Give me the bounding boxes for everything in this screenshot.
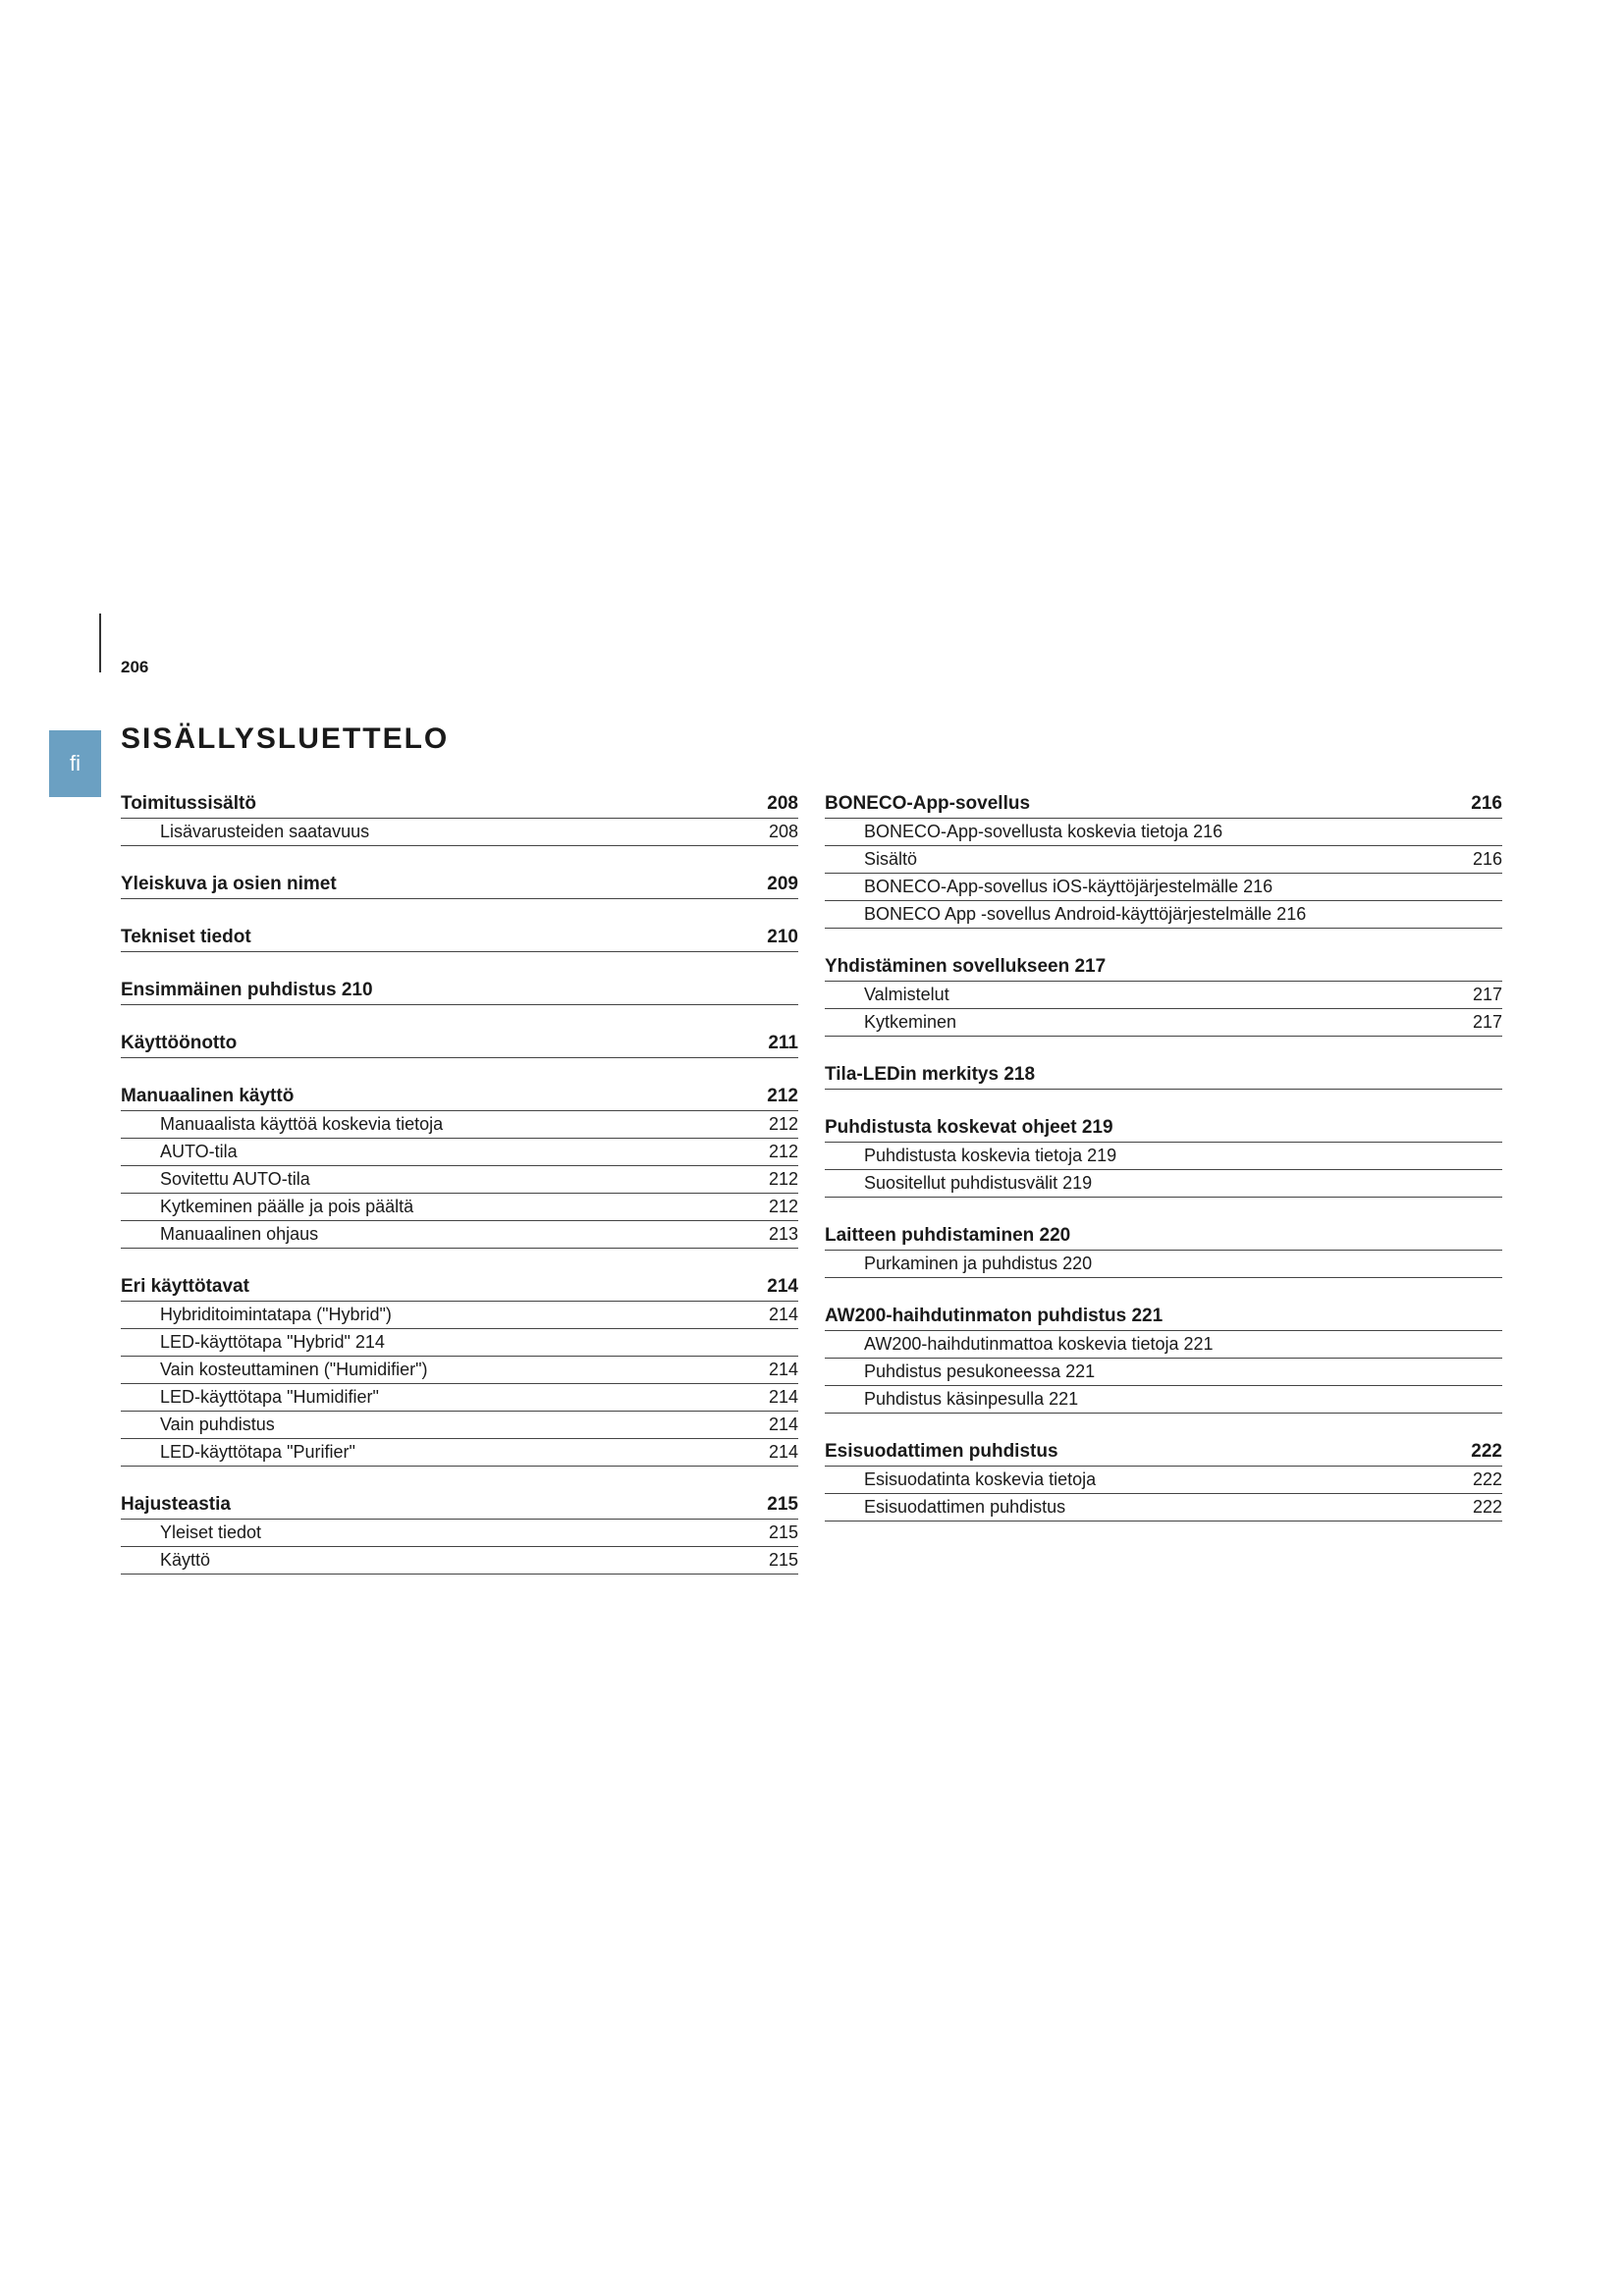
toc-section bbox=[121, 1490, 798, 1575]
toc-heading-label: Laitteen puhdistaminen 220 bbox=[825, 1225, 1071, 1246]
toc-section bbox=[825, 1437, 1502, 1522]
toc-section bbox=[825, 789, 1502, 929]
toc-entry-label: LED-käyttötapa "Humidifier" bbox=[160, 1387, 379, 1407]
toc-heading-label: AW200-haihdutinmaton puhdistus 221 bbox=[825, 1306, 1164, 1326]
toc-entry-label: Puhdistus käsinpesulla 221 bbox=[864, 1389, 1079, 1409]
toc-heading[interactable] bbox=[121, 923, 798, 952]
toc-heading[interactable] bbox=[825, 1113, 1502, 1143]
toc-entry-page: 214 bbox=[768, 1442, 798, 1462]
toc-heading-label: Toimitussisältö bbox=[121, 793, 256, 814]
toc-heading[interactable] bbox=[121, 1082, 798, 1111]
toc-heading-label: Esisuodattimen puhdistus bbox=[825, 1441, 1058, 1462]
toc-section bbox=[121, 789, 798, 846]
toc-entry-label: Hybriditoimintatapa ("Hybrid") bbox=[160, 1305, 392, 1324]
toc-entry-label: Valmistelut bbox=[864, 985, 949, 1004]
toc-entry[interactable] bbox=[121, 1520, 798, 1547]
toc-entry[interactable] bbox=[121, 1357, 798, 1384]
toc-entry-page: 214 bbox=[768, 1360, 798, 1379]
toc-heading[interactable] bbox=[121, 976, 798, 1005]
toc-heading-label: Yhdistäminen sovellukseen 217 bbox=[825, 956, 1107, 977]
toc-entry[interactable] bbox=[825, 1386, 1502, 1414]
toc-heading-label: Yleiskuva ja osien nimet bbox=[121, 874, 337, 894]
toc-heading-page: 214 bbox=[767, 1276, 798, 1297]
toc-entry[interactable] bbox=[121, 819, 798, 846]
toc-section bbox=[121, 976, 798, 1005]
toc-heading-label: Tekniset tiedot bbox=[121, 927, 251, 947]
toc-entry-label: BONECO-App-sovellus iOS-käyttöjärjestelmälle 216 bbox=[864, 877, 1273, 896]
margin-rule bbox=[99, 614, 101, 672]
toc-entry-label: Sovitettu AUTO-tila bbox=[160, 1169, 310, 1189]
toc-entry-label: Kytkeminen päälle ja pois päältä bbox=[160, 1197, 414, 1216]
toc-entry-label: Vain kosteuttaminen ("Humidifier") bbox=[160, 1360, 428, 1379]
toc-entry[interactable] bbox=[825, 846, 1502, 874]
toc-section bbox=[825, 952, 1502, 1037]
toc-heading-page: 216 bbox=[1471, 793, 1502, 814]
page-number: 206 bbox=[121, 658, 149, 676]
toc-entry-label: LED-käyttötapa "Hybrid" 214 bbox=[160, 1332, 385, 1352]
toc-heading[interactable] bbox=[825, 1302, 1502, 1331]
toc-entry-page: 215 bbox=[768, 1522, 798, 1542]
toc-entry-page: 208 bbox=[768, 822, 798, 841]
toc-entry-page: 214 bbox=[768, 1305, 798, 1324]
toc-heading[interactable] bbox=[121, 1272, 798, 1302]
toc-entry-page: 217 bbox=[1472, 1012, 1502, 1032]
toc-heading-label: Eri käyttötavat bbox=[121, 1276, 249, 1297]
toc-heading-page: 210 bbox=[767, 927, 798, 947]
toc-section bbox=[121, 923, 798, 952]
toc-entry-label: BONECO-App-sovellusta koskevia tietoja 216 bbox=[864, 822, 1223, 841]
toc-entry-page: 214 bbox=[768, 1387, 798, 1407]
toc-entry[interactable] bbox=[825, 982, 1502, 1009]
toc-heading-page: 215 bbox=[767, 1494, 798, 1515]
toc-entry-page: 212 bbox=[768, 1169, 798, 1189]
toc-heading-page: 222 bbox=[1471, 1441, 1502, 1462]
toc-entry[interactable] bbox=[121, 1221, 798, 1249]
toc-entry-label: Suositellut puhdistusvälit 219 bbox=[864, 1173, 1093, 1193]
toc-entry[interactable] bbox=[825, 1143, 1502, 1170]
toc-entry-label: Manuaalinen ohjaus bbox=[160, 1224, 319, 1244]
toc-heading[interactable] bbox=[825, 1060, 1502, 1090]
toc-heading-label: Hajusteastia bbox=[121, 1494, 231, 1515]
toc-entry[interactable] bbox=[121, 1329, 798, 1357]
toc-entry[interactable] bbox=[825, 874, 1502, 901]
toc-entry-page: 212 bbox=[768, 1142, 798, 1161]
language-tab: fi bbox=[49, 730, 101, 797]
toc-entry-label: Puhdistusta koskevia tietoja 219 bbox=[864, 1146, 1117, 1165]
toc-entry-label: Purkaminen ja puhdistus 220 bbox=[864, 1254, 1093, 1273]
toc-heading-page: 209 bbox=[767, 874, 798, 894]
toc-entry[interactable] bbox=[121, 1194, 798, 1221]
toc-section bbox=[825, 1060, 1502, 1090]
toc-entry[interactable] bbox=[121, 1439, 798, 1467]
toc-entry-label: Lisävarusteiden saatavuus bbox=[160, 822, 370, 841]
toc-entry[interactable] bbox=[121, 1547, 798, 1575]
toc-entry-label: Vain puhdistus bbox=[160, 1415, 275, 1434]
toc-entry[interactable] bbox=[825, 901, 1502, 929]
toc-entry[interactable] bbox=[121, 1384, 798, 1412]
toc-heading-label: Manuaalinen käyttö bbox=[121, 1086, 295, 1106]
toc-heading-page: 208 bbox=[767, 793, 798, 814]
toc-entry[interactable] bbox=[825, 1467, 1502, 1494]
toc-heading-label: BONECO-App-sovellus bbox=[825, 793, 1031, 814]
toc-right-column bbox=[825, 789, 1502, 1545]
toc-heading-page: 212 bbox=[767, 1086, 798, 1106]
toc-entry-page: 212 bbox=[768, 1197, 798, 1216]
toc-section bbox=[121, 1272, 798, 1467]
toc-section bbox=[825, 1221, 1502, 1278]
toc-entry-label: AUTO-tila bbox=[160, 1142, 238, 1161]
toc-section bbox=[121, 1029, 798, 1058]
toc-entry-page: 222 bbox=[1472, 1497, 1502, 1517]
toc-section bbox=[825, 1302, 1502, 1414]
toc-heading[interactable] bbox=[825, 1437, 1502, 1467]
toc-entry[interactable] bbox=[121, 1412, 798, 1439]
toc-entry-page: 217 bbox=[1472, 985, 1502, 1004]
toc-heading[interactable] bbox=[121, 1490, 798, 1520]
toc-entry[interactable] bbox=[825, 1359, 1502, 1386]
toc-heading[interactable] bbox=[121, 870, 798, 899]
toc-entry[interactable] bbox=[825, 1170, 1502, 1198]
toc-entry[interactable] bbox=[121, 1111, 798, 1139]
toc-entry-label: Esisuodattimen puhdistus bbox=[864, 1497, 1066, 1517]
toc-heading-label: Ensimmäinen puhdistus 210 bbox=[121, 980, 373, 1000]
toc-entry-label: Kytkeminen bbox=[864, 1012, 957, 1032]
toc-entry-label: LED-käyttötapa "Purifier" bbox=[160, 1442, 355, 1462]
toc-heading[interactable] bbox=[825, 789, 1502, 819]
toc-entry-page: 212 bbox=[768, 1114, 798, 1134]
toc-entry[interactable] bbox=[121, 1139, 798, 1166]
toc-heading[interactable] bbox=[825, 1221, 1502, 1251]
toc-heading[interactable] bbox=[121, 1029, 798, 1058]
toc-entry[interactable] bbox=[121, 1166, 798, 1194]
toc-entry-label: Yleiset tiedot bbox=[160, 1522, 262, 1542]
toc-entry[interactable] bbox=[825, 1251, 1502, 1278]
toc-entry-page: 215 bbox=[768, 1550, 798, 1570]
toc-heading[interactable] bbox=[825, 952, 1502, 982]
toc-entry[interactable] bbox=[121, 1302, 798, 1329]
toc-section bbox=[121, 1082, 798, 1249]
toc-section bbox=[825, 1113, 1502, 1198]
toc-entry-page: 214 bbox=[768, 1415, 798, 1434]
toc-section bbox=[121, 870, 798, 899]
toc-entry[interactable] bbox=[825, 1331, 1502, 1359]
toc-entry-label: BONECO App -sovellus Android-käyttöjärjestelmälle 216 bbox=[864, 904, 1307, 924]
toc-heading-page: 211 bbox=[768, 1033, 798, 1053]
toc-entry[interactable] bbox=[825, 1009, 1502, 1037]
toc-heading-label: Käyttöönotto bbox=[121, 1033, 238, 1053]
toc-entry-page: 213 bbox=[768, 1224, 798, 1244]
page-title: SISÄLLYSLUETTELO bbox=[121, 722, 450, 755]
toc-entry-label: Puhdistus pesukoneessa 221 bbox=[864, 1362, 1096, 1381]
toc-left-column bbox=[121, 789, 798, 1598]
toc-entry-label: Sisältö bbox=[864, 849, 918, 869]
toc-entry-label: AW200-haihdutinmattoa koskevia tietoja 221 bbox=[864, 1334, 1214, 1354]
toc-entry-label: Esisuodatinta koskevia tietoja bbox=[864, 1469, 1097, 1489]
toc-entry-label: Käyttö bbox=[160, 1550, 211, 1570]
toc-heading[interactable] bbox=[121, 789, 798, 819]
toc-entry[interactable] bbox=[825, 819, 1502, 846]
toc-entry[interactable] bbox=[825, 1494, 1502, 1522]
toc-heading-label: Puhdistusta koskevat ohjeet 219 bbox=[825, 1117, 1113, 1138]
toc-entry-label: Manuaalista käyttöä koskevia tietoja bbox=[160, 1114, 444, 1134]
toc-heading-label: Tila-LEDin merkitys 218 bbox=[825, 1064, 1036, 1085]
toc-entry-page: 222 bbox=[1472, 1469, 1502, 1489]
toc-entry-page: 216 bbox=[1472, 849, 1502, 869]
